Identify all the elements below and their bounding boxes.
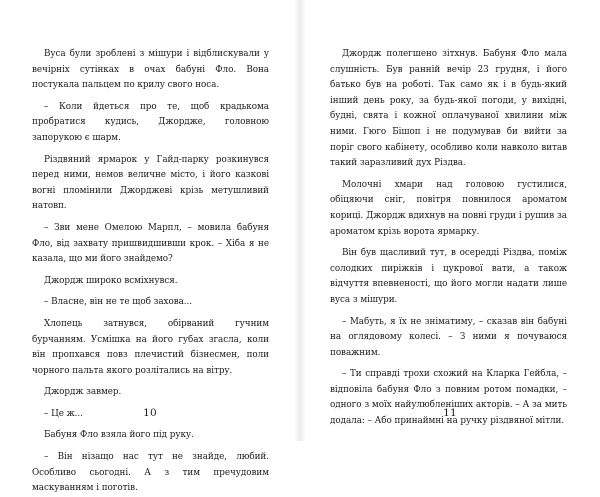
- paragraph: – Мабуть, я їх не зніматиму, – сказав він бабуні на оглядовому колесі. – З ними я почуваюся поважним.: [330, 316, 567, 358]
- paragraph: – Зви мене Омелою Марпл, – мовила бабуня Фло, від захвату пришвидшивши крок. – Хіба я не казала, що ми його знайдемо?: [32, 222, 269, 265]
- page-number: 10: [143, 407, 157, 419]
- paragraph: – Коли йдеться про те, щоб крадькома пробратися кудись, Джордже, головною запорукою є шарм.: [32, 101, 269, 143]
- paragraph: – Власне, він не те щоб захова...: [44, 297, 193, 308]
- paragraph: Джордж завмер.: [44, 387, 122, 398]
- right-page-text: [330, 47, 567, 430]
- paragraph: – Він нізащо нас тут не знайде, любий. Особливо сьогодні. А з тим пречудовим маскуванням і поготів.: [32, 452, 269, 494]
- paragraph: – Ти справді трохи схожий на Кларка Гейбла, – відповіла бабуня Фло з повним ротом помадки, – одного з моїх найулюбленіших акторів. – А за мить додала: – Або принаймні на ручку різдвяної мітли.: [330, 369, 567, 427]
- left-page: [0, 0, 300, 494]
- paragraph: Бабуня Фло взяла його під руку.: [44, 430, 194, 441]
- page-number: 11: [443, 407, 457, 419]
- paragraph: Джордж широко всміхнувся.: [44, 275, 178, 286]
- left-page-text: [32, 47, 269, 497]
- paragraph: Хлопець затнувся, обірваний гучним бурчанням. Усмішка на його губах згасла, коли він пропхався повз плечистий бізнесмен, поли чорного пальта якого розлітались на вітру.: [32, 318, 269, 376]
- paragraph: – Це ж...: [44, 408, 83, 419]
- paragraph: Молочні хмари над головою густилися, обіцяючи сніг, повітря повнилося ароматом кориці. Джордж вдихнув на повні груди і рушив за ароматом крізь ворота ярмарку.: [330, 179, 567, 237]
- paragraph: Вуса були зроблені з мішури і відблискували у вечірніх сутінках в очах бабуні Фло. Вона постукала пальцем по крилу свого носа.: [32, 49, 269, 91]
- paragraph: Джордж полегшено зітхнув. Бабуня Фло мала слушність. Був ранній вечір 23 грудня, і його батько був на роботі. Так само як і в будь-який інший день року, за будь-якої погоди, у вихідні, будні, свята і кожної оплачуваної хвилини між ними. Гюго Бішоп і не подумував би вийти за поріг свого кабінету, особливо коли навколо витав такий заразливий дух Різдва.: [330, 49, 567, 169]
- right-page: [300, 0, 600, 441]
- paragraph: Він був щасливий тут, в осередді Різдва, поміж солодких пиріжків і цукрової вати, а також відчуття впевненості, що його могли надати лише вуса з мішури.: [330, 248, 567, 305]
- paragraph: Різдвяний ярмарок у Гайд-парку розкинувся перед ними, немов величне місто, і його казкові вогні пломінили Джорджеві крізь метушливий натовп.: [32, 154, 269, 212]
